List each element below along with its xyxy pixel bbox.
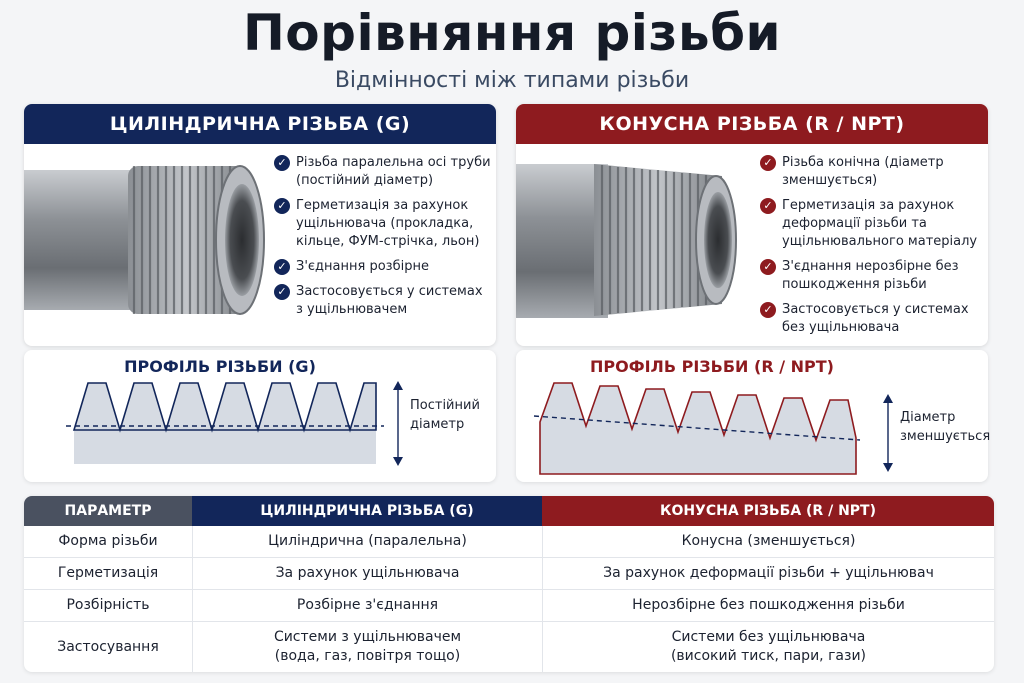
check-circle-icon: ✓ [760, 198, 776, 214]
tapered-header: КОНУСНА РІЗЬБА (R / NPT) [516, 104, 988, 144]
feature-text: З'єднання розбірне [296, 259, 429, 274]
list-item [274, 258, 492, 276]
page-title: Порівняння різьби [242, 4, 782, 62]
tapered-profile-panel [516, 350, 991, 482]
list-item [760, 301, 986, 337]
table-header-parameter: ПАРАМЕТР [24, 496, 192, 526]
table-header-tapered: КОНУСНА РІЗЬБА (R / NPT) [542, 496, 994, 526]
table-cell-cylindrical: За рахунок ущільнювача [192, 558, 542, 589]
feature-text: Різьба паралельна осі труби (постійний діаметр) [296, 155, 491, 188]
list-item [274, 197, 492, 251]
list-item [274, 154, 492, 190]
list-item [760, 154, 986, 190]
list-item [760, 197, 986, 251]
table-cell-tapered: Нерозбірне без пошкодження різьби [542, 590, 994, 621]
list-item [274, 283, 492, 319]
check-circle-icon: ✓ [274, 284, 290, 300]
check-circle-icon: ✓ [760, 302, 776, 318]
feature-text: Застосовується у системах без ущільнювача [782, 302, 969, 335]
table-cell-parameter: Розбірність [66, 597, 150, 613]
table-header-cylindrical: ЦИЛІНДРИЧНА РІЗЬБА (G) [192, 496, 542, 526]
table-row [24, 622, 994, 672]
page-subtitle: Відмінності між типами різьби [334, 68, 690, 93]
cylindrical-header: ЦИЛІНДРИЧНА РІЗЬБА (G) [24, 104, 496, 144]
check-circle-icon: ✓ [760, 259, 776, 275]
feature-text: З'єднання нерозбірне без пошкодження різьби [782, 259, 959, 292]
feature-text: Застосовується у системах з ущільнювачем [296, 284, 483, 317]
table-cell-cylindrical: Системи з ущільнювачем (вода, газ, повітря тощо) [192, 622, 542, 672]
comparison-table [24, 496, 994, 672]
table-cell-tapered: Системи без ущільнювача (високий тиск, пари, гази) [542, 622, 994, 672]
feature-text: Герметизація за рахунок деформації різьби та ущільнювального матеріалу [782, 198, 978, 249]
table-header-row [24, 496, 994, 526]
table-cell-cylindrical: Розбірне з'єднання [192, 590, 542, 621]
cylindrical-pipe-image [24, 152, 272, 342]
table-row [24, 558, 994, 590]
tapered-profile-title: ПРОФІЛЬ РІЗЬБИ (R / NPT) [590, 357, 834, 376]
check-circle-icon: ✓ [274, 198, 290, 214]
table-cell-tapered: За рахунок деформації різьби + ущільнювач [542, 558, 994, 589]
table-row [24, 526, 994, 558]
table-cell-parameter: Застосування [57, 638, 159, 655]
table-cell-cylindrical: Циліндрична (паралельна) [192, 526, 542, 557]
cylindrical-feature-list [274, 154, 492, 326]
list-item [760, 258, 986, 294]
cylindrical-panel [24, 104, 496, 346]
table-row [24, 590, 994, 622]
check-circle-icon: ✓ [274, 155, 290, 171]
tapered-pipe-image [516, 152, 764, 342]
tapered-panel [516, 104, 988, 346]
feature-text: Герметизація за рахунок ущільнювача (прокладка, кільце, ФУМ-стрічка, льон) [296, 198, 480, 249]
cylindrical-dimension-label: Постійний діаметр [410, 398, 480, 432]
feature-text: Різьба конічна (діаметр зменшується) [782, 155, 944, 188]
check-circle-icon: ✓ [274, 259, 290, 275]
check-circle-icon: ✓ [760, 155, 776, 171]
table-cell-parameter: Герметизація [57, 565, 159, 581]
table-cell-parameter: Форма різьби [58, 533, 158, 549]
tapered-feature-list [760, 154, 986, 344]
tapered-dimension-label: Діаметр зменшується [900, 410, 991, 444]
cylindrical-profile-title: ПРОФІЛЬ РІЗЬБИ (G) [124, 357, 316, 376]
table-cell-tapered: Конусна (зменшується) [542, 526, 994, 557]
cylindrical-profile-panel [24, 350, 496, 482]
